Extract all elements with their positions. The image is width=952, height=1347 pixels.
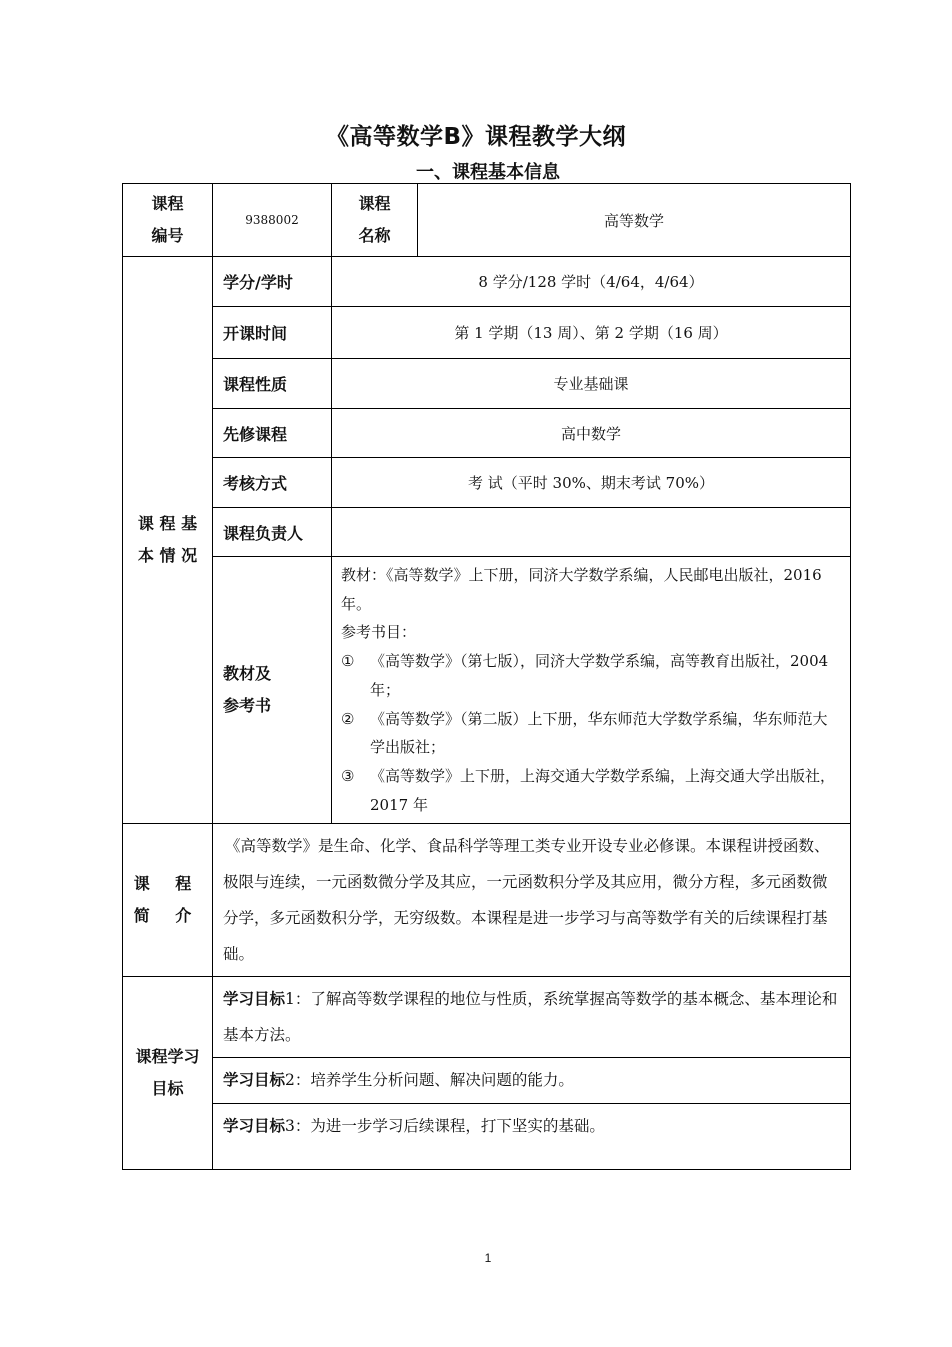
reference-item <box>341 762 842 819</box>
goal-1 <box>213 977 851 1058</box>
intro-text: 《高等数学》是生命、化学、食品科学等理工类专业开设专业必修课。本课程讲授函数、极限与连续，一元函数微分学及其应，一元函数积分学及其应用，微分方程，多元函数微分学，多元函数积分学，无穷级数。本课程是进一步学习与高等数学有关的后续课程打基础。 <box>213 824 851 977</box>
course-name-value: 高等数学 <box>418 184 851 257</box>
reference-text: 《高等数学》（第二版）上下册，华东师范大学数学系编，华东师范大学出版社； <box>370 709 828 757</box>
info-row-assessment <box>123 458 851 508</box>
schedule-value: 第 1 学期（13 周）、第 2 学期（16 周） <box>332 307 851 359</box>
goals-label-cell <box>123 977 213 1170</box>
course-code-label-line1: 课程 <box>151 194 184 213</box>
course-name-label-line1: 课程 <box>358 194 391 213</box>
course-code-label-cell <box>123 184 213 257</box>
reference-text: 《高等数学》（第七版），同济大学数学系编，高等教育出版社，2004 年； <box>370 652 829 699</box>
textbook-label-line2: 参考书 <box>223 696 272 716</box>
goals-label-line1: 课程学习 <box>135 1047 200 1067</box>
basic-info-label-cell <box>123 257 213 824</box>
assessment-value: 考 试（平时 30%、期末考试 70%） <box>332 458 851 508</box>
prerequisite-label: 先修课程 <box>213 409 332 458</box>
textbook-content <box>332 557 851 824</box>
reference-item <box>341 705 842 762</box>
instructor-value <box>332 508 851 557</box>
textbook-label-line1: 教材及 <box>223 664 272 684</box>
goal-text: 2：培养学生分析问题、解决问题的能力。 <box>285 1071 574 1090</box>
goal-label: 学习目标 <box>223 990 286 1009</box>
instructor-label: 课程负责人 <box>213 508 332 557</box>
credits-value: 8 学分/128 学时（4/64，4/64） <box>332 257 851 307</box>
reference-item <box>341 647 842 704</box>
goal-row <box>123 977 851 1058</box>
course-name-label-cell <box>332 184 418 257</box>
section-heading: 一、课程基本信息 <box>416 162 560 183</box>
course-code-label-line2: 编号 <box>151 226 184 245</box>
info-row-schedule <box>123 307 851 359</box>
reference-number: ② <box>341 709 355 728</box>
textbook-main: 教材：《高等数学》上下册，同济大学数学系编，人民邮电出版社，2016 年。 <box>341 566 822 613</box>
goal-3 <box>213 1104 851 1170</box>
assessment-label: 考核方式 <box>213 458 332 508</box>
course-info-table <box>122 183 851 1170</box>
course-name-label-line2: 名称 <box>358 226 391 245</box>
goal-text: 1：了解高等数学课程的地位与性质，系统掌握高等数学的基本概念、基本理论和基本方法。 <box>223 990 838 1045</box>
document-title: 《高等数学B》课程教学大纲 <box>325 124 627 150</box>
textbook-label-cell <box>213 557 332 824</box>
intro-label-cell <box>123 824 213 977</box>
nature-label: 课程性质 <box>213 359 332 409</box>
info-row-prerequisite <box>123 409 851 458</box>
info-row-instructor <box>123 508 851 557</box>
goal-2 <box>213 1058 851 1104</box>
intro-label-line2: 简 介 <box>133 906 202 926</box>
goal-text: 3：为进一步学习后续课程，打下坚实的基础。 <box>285 1117 605 1136</box>
course-code-value: 9388002 <box>213 184 332 257</box>
prerequisite-value: 高中数学 <box>332 409 851 458</box>
goal-label: 学习目标 <box>223 1071 286 1090</box>
info-row-credits <box>123 257 851 307</box>
goal-label: 学习目标 <box>223 1117 286 1136</box>
reference-number: ③ <box>341 766 355 785</box>
references-heading: 参考书目： <box>341 623 417 642</box>
goal-row <box>123 1104 851 1170</box>
basic-info-label-line2: 本 情 况 <box>137 546 198 566</box>
course-header-row <box>123 184 851 257</box>
basic-info-label-line1: 课 程 基 <box>137 514 198 534</box>
page-number: 1 <box>484 1251 492 1265</box>
schedule-label: 开课时间 <box>213 307 332 359</box>
credits-label: 学分/学时 <box>213 257 332 307</box>
info-row-textbook <box>123 557 851 824</box>
reference-number: ① <box>341 652 355 671</box>
nature-value: 专业基础课 <box>332 359 851 409</box>
goal-row <box>123 1058 851 1104</box>
goals-label-line2: 目标 <box>151 1079 184 1099</box>
course-intro-row <box>123 824 851 977</box>
reference-text: 《高等数学》上下册，上海交通大学数学系编，上海交通大学出版社，2017 年 <box>370 766 836 814</box>
info-row-nature <box>123 359 851 409</box>
intro-label-line1: 课 程 <box>133 874 202 894</box>
